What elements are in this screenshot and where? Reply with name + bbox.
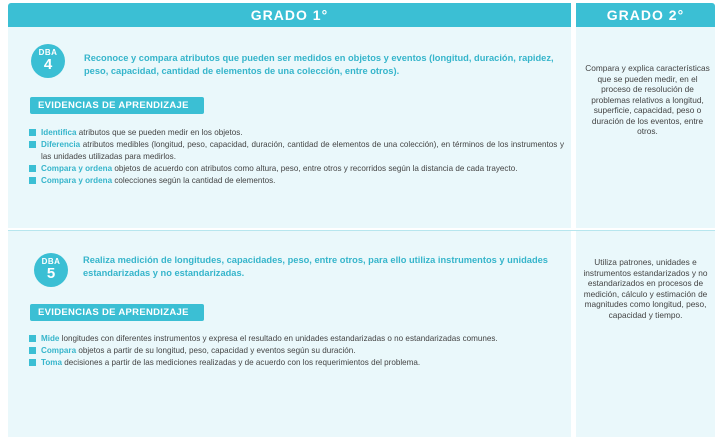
evidence-verb: Mide [41, 334, 60, 343]
header-grado-1 [8, 3, 571, 27]
evidence-item [29, 357, 564, 369]
dba-badge-4 [31, 44, 65, 78]
header-grado-2 [576, 3, 715, 27]
dba-badge-label: DBA [41, 257, 61, 266]
dba-badge-5 [34, 253, 68, 287]
evidence-verb: Compara y ordena [41, 176, 113, 185]
dba-badge-number: 4 [43, 56, 53, 73]
evidence-text: atributos medibles (longitud, peso, capacidad, duración, cantidad de elementos de una colección), en términos de los instrumentos y las unidades utilizadas para medirlos. [41, 140, 564, 161]
square-bullet-icon [29, 165, 36, 172]
evidence-text: longitudes con diferentes instrumentos y expresa el resultado en unidades estandarizadas o no estandarizadas comunes. [59, 334, 498, 343]
evidence-item [29, 345, 564, 357]
dba-badge-number: 5 [46, 265, 56, 282]
evidence-item [29, 163, 564, 175]
grado-2-text-row-2: Utiliza patrones, unidades e instrumentos estandarizados y no estandarizados en procesos de medición, cálculo y estimación de magnitudes como longitud, peso, capacidad y tiempo. [583, 257, 708, 320]
evidence-text: objetos de acuerdo con atributos como altura, peso, entre otros y recorridos según la distancia de cada trayecto. [112, 164, 518, 173]
evidence-verb: Toma [41, 358, 62, 367]
evidence-item [29, 175, 564, 187]
evidence-list-1 [29, 127, 564, 187]
square-bullet-icon [29, 359, 36, 366]
evidence-text: colecciones según la cantidad de elementos. [112, 176, 276, 185]
evidence-verb: Compara y ordena [41, 164, 113, 173]
dba-4-statement: Reconoce y compara atributos que pueden ser medidos en objetos y eventos (longitud, duración, rapidez, peso, capacidad, cantidad de elementos de una colección, entre otros). [84, 53, 554, 76]
dba-5-statement: Realiza medición de longitudes, capacidades, peso, entre otros, para ello utiliza instrumentos y unidades estandarizadas y no estandarizadas. [83, 255, 548, 278]
evidence-item [29, 127, 564, 139]
evidence-text: atributos que se pueden medir en los objetos. [76, 128, 243, 137]
square-bullet-icon [29, 177, 36, 184]
square-bullet-icon [29, 141, 36, 148]
evidence-verb: Identifica [41, 128, 77, 137]
evidence-verb: Compara [41, 346, 77, 355]
square-bullet-icon [29, 347, 36, 354]
header-grado-1-label: GRADO 1° [250, 7, 329, 23]
square-bullet-icon [29, 129, 36, 136]
evidence-title-1: EVIDENCIAS DE APRENDIZAJE [30, 97, 204, 114]
dba-badge-label: DBA [38, 48, 58, 57]
grado-2-text-row-1: Compara y explica características que se pueden medir, en el proceso de resolución de problemas relativos a longitud, superficie, capacidad, peso o duración de los eventos, entre otros. [585, 63, 710, 136]
evidence-text: decisiones a partir de las mediciones realizadas y de acuerdo con los requerimientos del problema. [62, 358, 421, 367]
square-bullet-icon [29, 335, 36, 342]
evidence-item [29, 333, 564, 345]
header-grado-2-label: GRADO 2° [606, 7, 685, 23]
evidence-verb: Diferencia [41, 140, 81, 149]
evidence-title-2: EVIDENCIAS DE APRENDIZAJE [30, 304, 204, 321]
evidence-item [29, 139, 564, 163]
evidence-text: objetos a partir de su longitud, peso, capacidad y eventos según su duración. [76, 346, 356, 355]
evidence-list-2 [29, 333, 564, 369]
